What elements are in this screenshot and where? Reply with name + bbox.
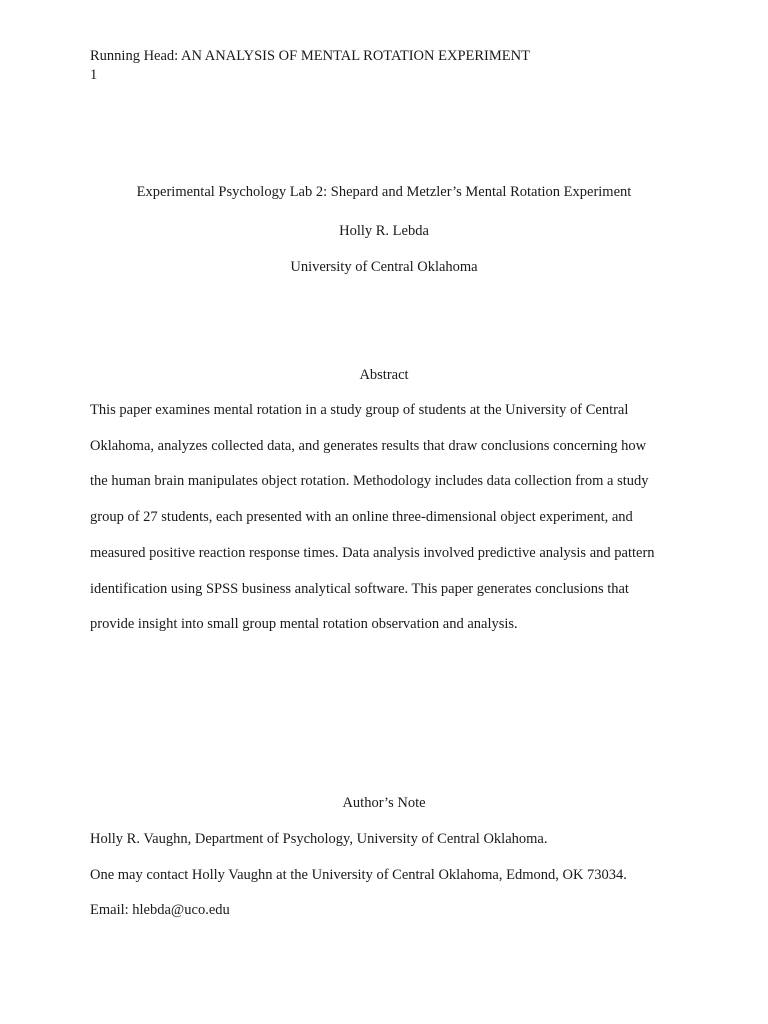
abstract-line: identification using SPSS business analytical software. This paper generates conclusions that (90, 581, 629, 597)
abstract-line: provide insight into small group mental rotation observation and analysis. (90, 616, 518, 632)
authors-note-heading: Author’s Note (342, 795, 426, 811)
contact-email: Email: hlebda@uco.edu (90, 902, 230, 918)
abstract-line: Oklahoma, analyzes collected data, and generates results that draw conclusions concerning how (90, 438, 647, 454)
authors-note-line: Holly R. Vaughn, Department of Psychology, University of Central Oklahoma. (90, 831, 548, 847)
author-name: Holly R. Lebda (339, 223, 429, 239)
abstract-line: measured positive reaction response times. Data analysis involved predictive analysis and pattern (90, 545, 655, 561)
running-head: Running Head: AN ANALYSIS OF MENTAL ROTATION EXPERIMENT (90, 48, 530, 64)
paper-title: Experimental Psychology Lab 2: Shepard and Metzler’s Mental Rotation Experiment (136, 184, 632, 200)
abstract-heading: Abstract (359, 367, 409, 383)
author-affiliation: University of Central Oklahoma (290, 259, 478, 275)
authors-note-line: One may contact Holly Vaughn at the University of Central Oklahoma, Edmond, OK 73034. (90, 867, 627, 883)
page-number: 1 (90, 67, 98, 83)
abstract-line: the human brain manipulates object rotation. Methodology includes data collection from a study (90, 473, 649, 489)
abstract-line: This paper examines mental rotation in a study group of students at the University of Central (90, 402, 629, 418)
abstract-line: group of 27 students, each presented with an online three-dimensional object experiment, and (90, 509, 633, 525)
